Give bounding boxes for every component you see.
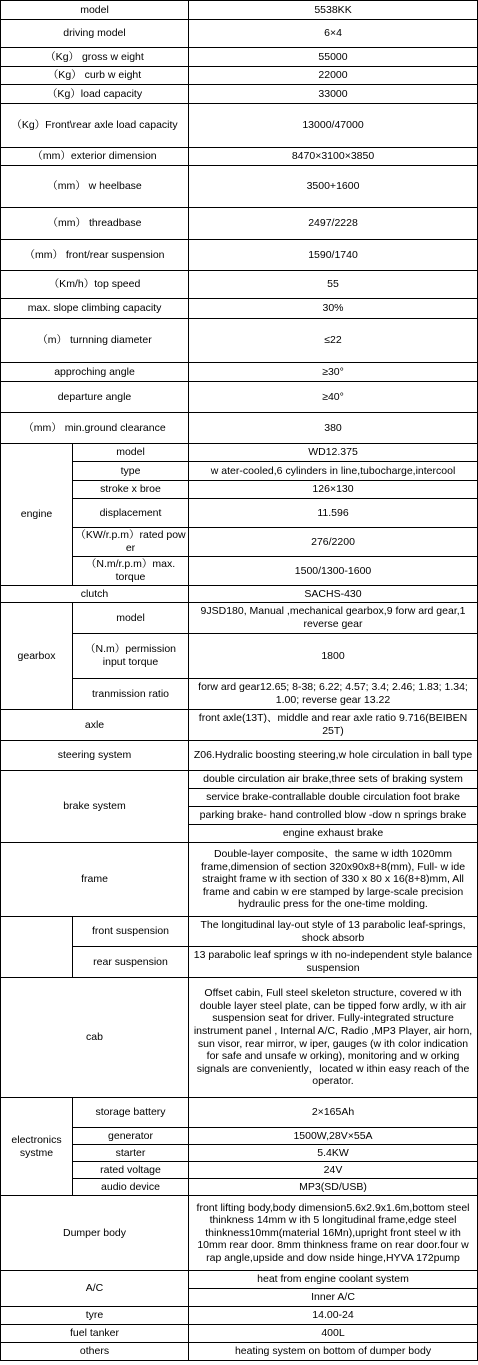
row-value: 14.00-24 (189, 1307, 478, 1325)
table-row (1, 240, 478, 271)
table-row (1, 499, 478, 528)
table-row (1, 148, 478, 166)
row-label: generator (73, 1128, 189, 1145)
row-value: 2497/2228 (189, 208, 478, 240)
row-label: axle (1, 710, 189, 741)
row-value: Inner A/C (189, 1289, 478, 1307)
row-label: （m） turnning diameter (1, 319, 189, 363)
row-value: 1800 (189, 634, 478, 679)
ac-group-label: A/C (1, 1271, 189, 1307)
row-label: cab (1, 978, 189, 1098)
row-value: SACHS-430 (189, 586, 478, 603)
row-label: （Kg）Front\rear axle load capacity (1, 104, 189, 148)
row-value: WD12.375 (189, 444, 478, 462)
row-label: clutch (1, 586, 189, 603)
row-label: displacement (73, 499, 189, 528)
row-label: driving model (1, 20, 189, 48)
table-row (1, 67, 478, 85)
row-value: Double-layer composite、the same w idth 1020mm frame,dimension of section 320x90x8+8(mm), Full- w ide straight frame w ith section of 330 x 80 x 16(8+8)mm, All frame and cabin w ere stamped by large-scale precision hydraulic press for the one-time molding. (189, 843, 478, 917)
row-value: 11.596 (189, 499, 478, 528)
row-label: max. slope climbing capacity (1, 299, 189, 319)
row-value: 1500W,28V×55A (189, 1128, 478, 1145)
row-label: （Kg）load capacity (1, 85, 189, 104)
row-label: starter (73, 1145, 189, 1162)
row-label: approching angle (1, 363, 189, 382)
row-value: double circulation air brake,three sets of braking system (189, 771, 478, 789)
row-value: engine exhaust brake (189, 825, 478, 843)
table-row (1, 85, 478, 104)
row-label: （N.m）permission input torque (73, 634, 189, 679)
table-row (1, 1, 478, 20)
row-label: （KW/r.p.m）rated pow er (73, 528, 189, 557)
row-value: front lifting body,body dimension5.6x2.9x1.6m,bottom steel thinkness 14mm w ith 5 longitudinal frame,edge steel thinkness10mm(material 16Mn),upright front steel w ith 10mm rear door. 8mm thinkness frame on rear door.four w rap angle,upside and dow nside hinge,HYVA 172pump (189, 1196, 478, 1271)
table-row (1, 1196, 478, 1271)
row-value: heat from engine coolant system (189, 1271, 478, 1289)
row-label: front suspension (73, 917, 189, 947)
row-value: 9JSD180, Manual ,mechanical gearbox,9 forw ard gear,1 reverse gear (189, 603, 478, 634)
row-value: 6×4 (189, 20, 478, 48)
table-row (1, 1162, 478, 1179)
table-row (1, 104, 478, 148)
table-row (1, 271, 478, 299)
table-row (1, 481, 478, 499)
row-label: others (1, 1343, 189, 1361)
table-row (1, 1343, 478, 1361)
row-value: ≤22 (189, 319, 478, 363)
table-row (1, 1179, 478, 1196)
row-value: forw ard gear12.65; 8-38; 6.22; 4.57; 3.4; 2.46; 1.83; 1.34; 1.00; reverse gear 13.22 (189, 679, 478, 710)
row-value: 55 (189, 271, 478, 299)
row-value: service brake-contrallable double circulation foot brake (189, 789, 478, 807)
row-value: MP3(SD/USB) (189, 1179, 478, 1196)
row-value: 276/2200 (189, 528, 478, 557)
brake-group-label: brake system (1, 771, 189, 843)
row-value: 3500+1600 (189, 166, 478, 208)
row-label: （mm） front/rear suspension (1, 240, 189, 271)
table-row (1, 710, 478, 741)
table-row (1, 603, 478, 634)
table-row (1, 528, 478, 557)
table-row (1, 978, 478, 1098)
row-value: 55000 (189, 48, 478, 67)
table-row (1, 1307, 478, 1325)
row-value: The longitudinal lay-out style of 13 parabolic leaf-springs, shock absorb (189, 917, 478, 947)
row-value: 5.4KW (189, 1145, 478, 1162)
row-value: ≥40° (189, 382, 478, 413)
table-row (1, 634, 478, 679)
row-label: model (73, 603, 189, 634)
row-value: 380 (189, 413, 478, 444)
table-row (1, 444, 478, 462)
row-label: tyre (1, 1307, 189, 1325)
row-label: steering system (1, 741, 189, 771)
table-row (1, 771, 478, 789)
row-value: 8470×3100×3850 (189, 148, 478, 166)
table-row (1, 679, 478, 710)
table-row (1, 557, 478, 586)
row-value: 126×130 (189, 481, 478, 499)
row-value: parking brake- hand controlled blow -dow n springs brake (189, 807, 478, 825)
table-row (1, 843, 478, 917)
row-value: 30% (189, 299, 478, 319)
row-value: w ater-cooled,6 cylinders in line,tubocharge,intercool (189, 462, 478, 481)
table-row (1, 299, 478, 319)
row-label: （N.m/r.p.m）max. torque (73, 557, 189, 586)
row-value: 400L (189, 1325, 478, 1343)
table-row (1, 363, 478, 382)
row-value: Z06.Hydralic boosting steering,w hole circulation in ball type (189, 741, 478, 771)
row-value: 1590/1740 (189, 240, 478, 271)
row-label: rear suspension (73, 947, 189, 978)
table-row (1, 1325, 478, 1343)
electronics-group-label: electronics systme (1, 1098, 73, 1196)
table-row (1, 1128, 478, 1145)
row-value: ≥30° (189, 363, 478, 382)
table-row (1, 1271, 478, 1289)
table-row (1, 413, 478, 444)
row-label: frame (1, 843, 189, 917)
table-row (1, 208, 478, 240)
suspension-group-label (1, 917, 73, 978)
row-value: front axle(13T)、middle and rear axle ratio 9.716(BEIBEN 25T) (189, 710, 478, 741)
row-value: 5538KK (189, 1, 478, 20)
row-value: 22000 (189, 67, 478, 85)
row-label: （mm） min.ground clearance (1, 413, 189, 444)
table-row (1, 586, 478, 603)
row-label: （Kg） gross w eight (1, 48, 189, 67)
table-row (1, 382, 478, 413)
row-label: tranmission ratio (73, 679, 189, 710)
table-row (1, 917, 478, 947)
row-label: Dumper body (1, 1196, 189, 1271)
row-label: audio device (73, 1179, 189, 1196)
table-row (1, 48, 478, 67)
row-value: 33000 (189, 85, 478, 104)
row-label: storage battery (73, 1098, 189, 1128)
row-label: （Kg） curb w eight (1, 67, 189, 85)
row-label: （mm）exterior dimension (1, 148, 189, 166)
row-value: 24V (189, 1162, 478, 1179)
row-label: fuel tanker (1, 1325, 189, 1343)
row-label: （mm） threadbase (1, 208, 189, 240)
row-label: model (73, 444, 189, 462)
table-row (1, 1098, 478, 1128)
row-value: 13000/47000 (189, 104, 478, 148)
row-value: heating system on bottom of dumper body (189, 1343, 478, 1361)
row-label: （Km/h）top speed (1, 271, 189, 299)
row-value: 13 parabolic leaf springs w ith no-independent style balance suspension (189, 947, 478, 978)
table-row (1, 947, 478, 978)
row-label: departure angle (1, 382, 189, 413)
table-row (1, 1145, 478, 1162)
row-label: type (73, 462, 189, 481)
row-label: （mm） w heelbase (1, 166, 189, 208)
row-value: Offset cabin, Full steel skeleton structure, covered w ith double layer steel plate, can be tipped forw ardly, w ith air suspension seat for driver. Fully-integrated structure instrument panel , Internal A/C, Radio ,MP3 Player, air horn, sun visor, rear mirror, w iper, gauges (w ith color indication for safe and unsafe w orking), monitoring and w orking signals are conveniently，located w ithin easy reach of the operator. (189, 978, 478, 1098)
row-label: model (1, 1, 189, 20)
gearbox-group-label: gearbox (1, 603, 73, 710)
row-value: 2×165Ah (189, 1098, 478, 1128)
table-row (1, 741, 478, 771)
engine-group-label: engine (1, 444, 73, 586)
table-row (1, 20, 478, 48)
table-row (1, 166, 478, 208)
table-row (1, 319, 478, 363)
row-value: 1500/1300-1600 (189, 557, 478, 586)
row-label: rated voltage (73, 1162, 189, 1179)
row-label: stroke x broe (73, 481, 189, 499)
table-row (1, 462, 478, 481)
